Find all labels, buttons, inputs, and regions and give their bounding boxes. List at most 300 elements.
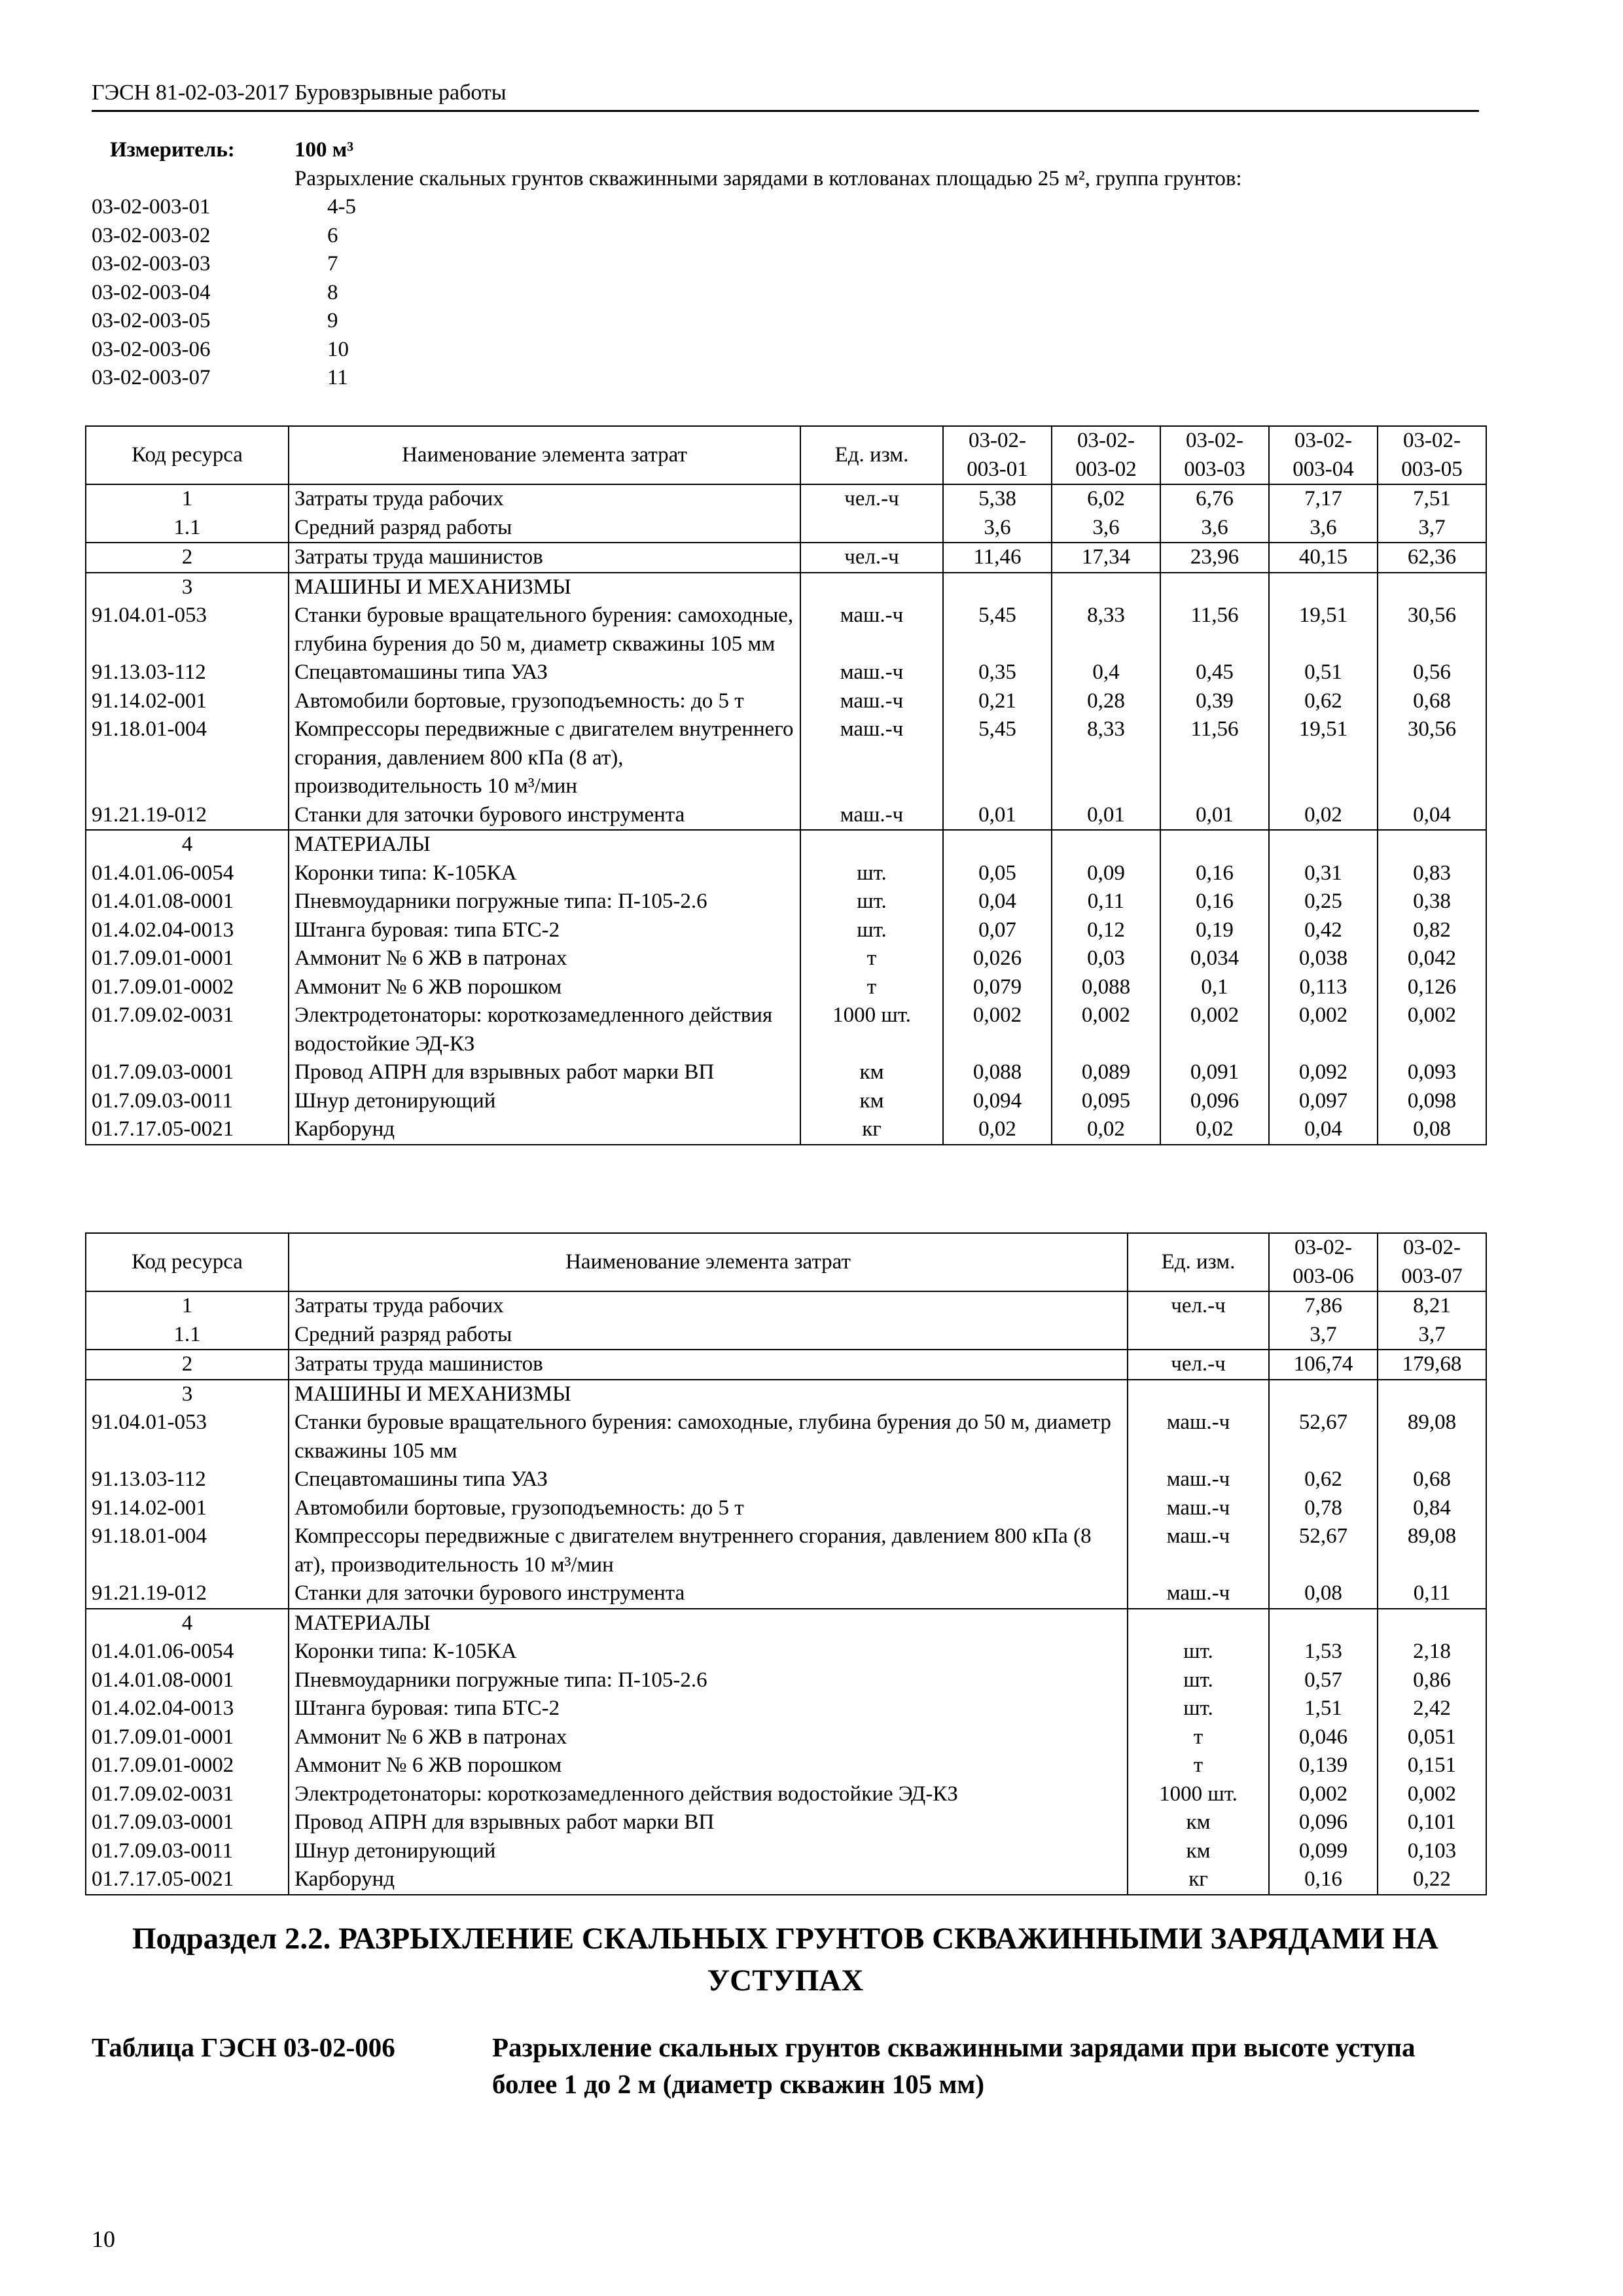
- column-header: Наименование элемента затрат: [289, 426, 800, 484]
- norm-value: 106,74: [1269, 1350, 1378, 1380]
- norm-value: 0,86: [1378, 1666, 1486, 1695]
- code-row: [92, 222, 1531, 251]
- norm-value: 0,051: [1378, 1723, 1486, 1752]
- norm-value: 3,6: [1052, 514, 1160, 543]
- cost-element-name: Аммонит № 6 ЖВ порошком: [289, 1751, 1128, 1780]
- norm-value: 1,51: [1269, 1695, 1378, 1723]
- resource-code: 01.7.09.02-0031: [86, 1780, 289, 1809]
- cost-element-name: Карборунд: [289, 1115, 800, 1145]
- norm-value: 8,21: [1378, 1291, 1486, 1321]
- table-row: [86, 1087, 1486, 1116]
- norm-value: 19,51: [1269, 715, 1378, 801]
- resource-code: 91.13.03-112: [86, 1465, 289, 1494]
- resource-code: 1: [86, 484, 289, 514]
- table-row: [86, 658, 1486, 687]
- soil-group: 11: [327, 366, 348, 389]
- norm-value: 0,002: [1052, 1001, 1160, 1058]
- table-row: [86, 1808, 1486, 1837]
- table-row: [86, 601, 1486, 658]
- code-row: [92, 336, 1531, 365]
- table-header-row: [86, 426, 1486, 484]
- norm-value: 0,02: [1052, 1115, 1160, 1145]
- norm-value: 0,02: [943, 1115, 1052, 1145]
- resource-code: 2: [86, 1350, 289, 1380]
- norm-value: 7,86: [1269, 1291, 1378, 1321]
- norm-value: 0,83: [1378, 859, 1486, 888]
- unit-of-measure: маш.-ч: [1128, 1494, 1269, 1523]
- table-row: [86, 1465, 1486, 1494]
- unit-of-measure: маш.-ч: [1128, 1522, 1269, 1579]
- resource-code: 01.4.01.08-0001: [86, 888, 289, 916]
- meter-value: 100 м³: [294, 138, 354, 162]
- cost-element-name: Спецавтомашины типа УАЗ: [289, 658, 800, 687]
- norm-value: 0,034: [1160, 944, 1269, 973]
- cost-element-name: Станки буровые вращательного бурения: самоходные, глубина бурения до 50 м, диаметр скважины 105 мм: [289, 601, 800, 658]
- norm-value: 0,19: [1160, 916, 1269, 945]
- cost-element-name: МАТЕРИАЛЫ: [289, 830, 800, 859]
- norm-value: 0,096: [1269, 1808, 1378, 1837]
- norm-value: 0,088: [943, 1058, 1052, 1087]
- unit-of-measure: шт.: [800, 888, 943, 916]
- norm-value: 8,33: [1052, 601, 1160, 658]
- unit-of-measure: кг: [800, 1115, 943, 1145]
- column-header: Код ресурса: [86, 1233, 289, 1291]
- table-row: [86, 1666, 1486, 1695]
- table-row: [86, 1723, 1486, 1752]
- code-value: 03-02-003-04: [92, 280, 211, 304]
- page-number: 10: [92, 2226, 115, 2252]
- soil-group: 8: [327, 280, 338, 304]
- unit-of-measure: [800, 514, 943, 543]
- norm-value: 0,092: [1269, 1058, 1378, 1087]
- cost-element-name: Средний разряд работы: [289, 1321, 1128, 1350]
- norm-value: 0,16: [1160, 859, 1269, 888]
- norm-value: 0,05: [943, 859, 1052, 888]
- norm-value: 0,31: [1269, 859, 1378, 888]
- table-row: [86, 543, 1486, 573]
- table-row: [86, 1837, 1486, 1866]
- table-row: [86, 973, 1486, 1002]
- resource-code: 91.04.01-053: [86, 601, 289, 658]
- meter-label: Измеритель:: [110, 138, 235, 162]
- norm-value: 5,45: [943, 715, 1052, 801]
- cost-element-name: Шнур детонирующий: [289, 1087, 800, 1116]
- norm-value: [1269, 1380, 1378, 1409]
- resource-code: 1.1: [86, 1321, 289, 1350]
- resource-code: 91.04.01-053: [86, 1408, 289, 1465]
- resource-code: 1: [86, 1291, 289, 1321]
- table-row: [86, 1609, 1486, 1638]
- norm-value: 0,78: [1269, 1494, 1378, 1523]
- resource-code: 01.7.09.03-0001: [86, 1808, 289, 1837]
- norm-value: 0,04: [1378, 801, 1486, 831]
- unit-of-measure: [800, 830, 943, 859]
- norm-value: 0,25: [1269, 888, 1378, 916]
- norm-value: 0,39: [1160, 687, 1269, 716]
- norm-value: 0,002: [943, 1001, 1052, 1058]
- norm-value: 0,03: [1052, 944, 1160, 973]
- code-row: [92, 279, 1531, 308]
- code-row: [92, 250, 1531, 279]
- column-header: 03-02- 003-05: [1378, 426, 1486, 484]
- unit-of-measure: [800, 573, 943, 602]
- resource-code: 01.7.09.01-0001: [86, 1723, 289, 1752]
- resource-code: 01.4.01.06-0054: [86, 1638, 289, 1666]
- norm-value: 0,093: [1378, 1058, 1486, 1087]
- norm-value: 6,76: [1160, 484, 1269, 514]
- norm-value: 0,151: [1378, 1751, 1486, 1780]
- soil-group: 10: [327, 337, 349, 361]
- cost-element-name: Штанга буровая: типа БТС-2: [289, 916, 800, 945]
- resource-code: 01.7.09.02-0031: [86, 1001, 289, 1058]
- unit-of-measure: шт.: [1128, 1638, 1269, 1666]
- cost-element-name: Затраты труда машинистов: [289, 1350, 1128, 1380]
- unit-of-measure: км: [800, 1087, 943, 1116]
- cost-element-name: Спецавтомашины типа УАЗ: [289, 1465, 1128, 1494]
- resource-code: 91.18.01-004: [86, 715, 289, 801]
- column-header: 03-02- 003-07: [1378, 1233, 1486, 1291]
- column-header: 03-02- 003-03: [1160, 426, 1269, 484]
- resource-code: 91.18.01-004: [86, 1522, 289, 1579]
- norm-value: 0,45: [1160, 658, 1269, 687]
- cost-element-name: Аммонит № 6 ЖВ в патронах: [289, 944, 800, 973]
- norm-value: 0,079: [943, 973, 1052, 1002]
- norm-value: 7,17: [1269, 484, 1378, 514]
- unit-of-measure: чел.-ч: [800, 484, 943, 514]
- table-row: [86, 801, 1486, 831]
- norm-value: 3,6: [1160, 514, 1269, 543]
- norm-value: [1269, 573, 1378, 602]
- unit-of-measure: [1128, 1609, 1269, 1638]
- resource-code: 01.7.09.03-0011: [86, 1837, 289, 1866]
- norm-value: 0,046: [1269, 1723, 1378, 1752]
- table-row: [86, 859, 1486, 888]
- meter-description: Разрыхление скальных грунтов скважинными зарядами в котлованах площадью 25 м², группа грунтов:: [294, 166, 1242, 190]
- resource-code: 4: [86, 1609, 289, 1638]
- column-header: 03-02- 003-06: [1269, 1233, 1378, 1291]
- table-row: [86, 1751, 1486, 1780]
- table-row: [86, 484, 1486, 514]
- unit-of-measure: маш.-ч: [800, 715, 943, 801]
- norm-value: 3,6: [1269, 514, 1378, 543]
- table-row: [86, 888, 1486, 916]
- norm-value: [1378, 830, 1486, 859]
- norm-value: 30,56: [1378, 715, 1486, 801]
- norm-value: 0,096: [1160, 1087, 1269, 1116]
- norm-value: 52,67: [1269, 1408, 1378, 1465]
- cost-element-name: Электродетонаторы: короткозамедленного действия водостойкие ЭД-КЗ: [289, 1780, 1128, 1809]
- table-row: [86, 1350, 1486, 1380]
- table-row: [86, 944, 1486, 973]
- resource-code: 1.1: [86, 514, 289, 543]
- cost-element-name: Штанга буровая: типа БТС-2: [289, 1695, 1128, 1723]
- norm-value: [1052, 573, 1160, 602]
- norm-value: 0,57: [1269, 1666, 1378, 1695]
- norm-value: [1160, 573, 1269, 602]
- norm-value: 40,15: [1269, 543, 1378, 573]
- table-row: [86, 514, 1486, 543]
- cost-element-name: Аммонит № 6 ЖВ порошком: [289, 973, 800, 1002]
- code-value: 03-02-003-03: [92, 252, 211, 276]
- norm-value: 0,84: [1378, 1494, 1486, 1523]
- norm-value: [1160, 830, 1269, 859]
- norm-value: 0,11: [1378, 1579, 1486, 1609]
- norm-value: 1,53: [1269, 1638, 1378, 1666]
- norm-value: [1378, 573, 1486, 602]
- resource-code: 01.4.01.08-0001: [86, 1666, 289, 1695]
- unit-of-measure: кг: [1128, 1865, 1269, 1895]
- cost-element-name: Аммонит № 6 ЖВ в патронах: [289, 1723, 1128, 1752]
- norm-value: 0,16: [1160, 888, 1269, 916]
- norm-value: 0,113: [1269, 973, 1378, 1002]
- norm-value: 0,01: [1052, 801, 1160, 831]
- unit-of-measure: км: [1128, 1837, 1269, 1866]
- table-row: [86, 1001, 1486, 1058]
- unit-of-measure: т: [800, 973, 943, 1002]
- norm-value: 0,11: [1052, 888, 1160, 916]
- column-header: Наименование элемента затрат: [289, 1233, 1128, 1291]
- soil-group: 4-5: [327, 195, 356, 219]
- soil-group: 6: [327, 223, 338, 247]
- norm-value: 0,139: [1269, 1751, 1378, 1780]
- table-row: [86, 1695, 1486, 1723]
- norm-value: 0,02: [1269, 801, 1378, 831]
- norm-value: 0,038: [1269, 944, 1378, 973]
- column-header: 03-02- 003-02: [1052, 426, 1160, 484]
- unit-of-measure: маш.-ч: [800, 658, 943, 687]
- table-row: [86, 715, 1486, 801]
- cost-element-name: Компрессоры передвижные с двигателем внутреннего сгорания, давлением 800 кПа (8 ат), производительность 10 м³/мин: [289, 715, 800, 801]
- norm-value: 0,02: [1160, 1115, 1269, 1145]
- norm-value: 0,099: [1269, 1837, 1378, 1866]
- norm-value: 2,18: [1378, 1638, 1486, 1666]
- table-row: [86, 1522, 1486, 1579]
- resource-code: 01.7.09.01-0001: [86, 944, 289, 973]
- code-value: 03-02-003-07: [92, 366, 211, 389]
- resource-code: 01.7.17.05-0021: [86, 1115, 289, 1145]
- unit-of-measure: км: [800, 1058, 943, 1087]
- norm-value: 0,089: [1052, 1058, 1160, 1087]
- column-header: Код ресурса: [86, 426, 289, 484]
- section-title: Подраздел 2.2. РАЗРЫХЛЕНИЕ СКАЛЬНЫХ ГРУНТОВ СКВАЖИННЫМИ ЗАРЯДАМИ НА УСТУПАХ: [132, 1922, 1438, 1998]
- norm-value: [1052, 830, 1160, 859]
- resource-code: 2: [86, 543, 289, 573]
- cost-element-name: Станки для заточки бурового инструмента: [289, 801, 800, 831]
- cost-element-name: Провод АПРН для взрывных работ марки ВП: [289, 1808, 1128, 1837]
- norm-value: 0,026: [943, 944, 1052, 973]
- code-list: [92, 193, 1531, 393]
- norm-value: 0,002: [1160, 1001, 1269, 1058]
- unit-of-measure: т: [800, 944, 943, 973]
- norm-value: 0,103: [1378, 1837, 1486, 1866]
- norm-value: 6,02: [1052, 484, 1160, 514]
- unit-of-measure: шт.: [1128, 1666, 1269, 1695]
- unit-of-measure: маш.-ч: [800, 801, 943, 831]
- norm-value: [943, 573, 1052, 602]
- norm-value: 0,22: [1378, 1865, 1486, 1895]
- norm-value: 8,33: [1052, 715, 1160, 801]
- page-header: ГЭСН 81-02-03-2017 Буровзрывные работы: [92, 77, 1479, 112]
- cost-element-name: Затраты труда рабочих: [289, 1291, 1128, 1321]
- unit-of-measure: чел.-ч: [1128, 1350, 1269, 1380]
- cost-element-name: Электродетонаторы: короткозамедленного действия водостойкие ЭД-КЗ: [289, 1001, 800, 1058]
- norm-value: 0,042: [1378, 944, 1486, 973]
- unit-of-measure: маш.-ч: [800, 601, 943, 658]
- table-row: [86, 687, 1486, 716]
- table-row: [86, 1058, 1486, 1087]
- unit-of-measure: шт.: [800, 916, 943, 945]
- norm-value: 0,42: [1269, 916, 1378, 945]
- unit-of-measure: маш.-ч: [1128, 1465, 1269, 1494]
- table-row: [86, 1291, 1486, 1321]
- table-row: [86, 1780, 1486, 1809]
- cost-element-name: Пневмоударники погружные типа: П-105-2.6: [289, 1666, 1128, 1695]
- resource-code: 01.7.09.03-0011: [86, 1087, 289, 1116]
- norm-value: 23,96: [1160, 543, 1269, 573]
- norm-value: 11,56: [1160, 601, 1269, 658]
- cost-element-name: МАТЕРИАЛЫ: [289, 1609, 1128, 1638]
- cost-element-name: Карборунд: [289, 1865, 1128, 1895]
- table-row: [86, 1638, 1486, 1666]
- table-header-row: [86, 1233, 1486, 1291]
- column-header: 03-02- 003-04: [1269, 426, 1378, 484]
- unit-of-measure: [1128, 1380, 1269, 1409]
- norm-value: 0,01: [1160, 801, 1269, 831]
- norm-value: 0,088: [1052, 973, 1160, 1002]
- norm-value: 7,51: [1378, 484, 1486, 514]
- norm-value: 0,095: [1052, 1087, 1160, 1116]
- cost-element-name: Провод АПРН для взрывных работ марки ВП: [289, 1058, 800, 1087]
- resource-code: 01.7.17.05-0021: [86, 1865, 289, 1895]
- unit-of-measure: [1128, 1321, 1269, 1350]
- norm-value: 0,101: [1378, 1808, 1486, 1837]
- table-row: [86, 1408, 1486, 1465]
- norm-value: [1269, 1609, 1378, 1638]
- cost-element-name: Коронки типа: К-105КА: [289, 1638, 1128, 1666]
- norm-value: 0,35: [943, 658, 1052, 687]
- table-row: [86, 830, 1486, 859]
- cost-element-name: МАШИНЫ И МЕХАНИЗМЫ: [289, 1380, 1128, 1409]
- norm-value: 0,08: [1378, 1115, 1486, 1145]
- norm-value: 0,4: [1052, 658, 1160, 687]
- soil-group: 7: [327, 252, 338, 276]
- norm-value: 52,67: [1269, 1522, 1378, 1579]
- table-row: [86, 573, 1486, 602]
- code-value: 03-02-003-01: [92, 195, 211, 219]
- norm-value: 19,51: [1269, 601, 1378, 658]
- norm-value: 3,6: [943, 514, 1052, 543]
- norm-value: 0,68: [1378, 687, 1486, 716]
- next-table-caption: [92, 2029, 1479, 2102]
- norm-value: 0,126: [1378, 973, 1486, 1002]
- norm-value: 0,68: [1378, 1465, 1486, 1494]
- resource-code: 01.7.09.03-0001: [86, 1058, 289, 1087]
- table-row: [86, 1321, 1486, 1350]
- norm-value: 0,002: [1378, 1001, 1486, 1058]
- norm-value: 0,51: [1269, 658, 1378, 687]
- norm-value: 11,56: [1160, 715, 1269, 801]
- norm-value: 0,04: [943, 888, 1052, 916]
- table-row: [86, 1380, 1486, 1409]
- code-value: 03-02-003-06: [92, 337, 211, 361]
- norm-value: 0,56: [1378, 658, 1486, 687]
- cost-element-name: Коронки типа: К-105КА: [289, 859, 800, 888]
- unit-of-measure: маш.-ч: [1128, 1408, 1269, 1465]
- norm-value: 0,62: [1269, 687, 1378, 716]
- norm-value: 0,82: [1378, 916, 1486, 945]
- norm-value: 30,56: [1378, 601, 1486, 658]
- norm-value: [943, 830, 1052, 859]
- unit-of-measure: км: [1128, 1808, 1269, 1837]
- meter-block: [92, 136, 1531, 393]
- norm-value: 0,12: [1052, 916, 1160, 945]
- code-row: [92, 364, 1531, 393]
- column-header: Ед. изм.: [800, 426, 943, 484]
- table-row: [86, 1115, 1486, 1145]
- unit-of-measure: т: [1128, 1723, 1269, 1752]
- column-header: Ед. изм.: [1128, 1233, 1269, 1291]
- norm-value: 2,42: [1378, 1695, 1486, 1723]
- norm-value: 89,08: [1378, 1522, 1486, 1579]
- norm-value: 0,28: [1052, 687, 1160, 716]
- column-header: 03-02- 003-01: [943, 426, 1052, 484]
- table-row: [86, 1579, 1486, 1609]
- norm-value: 0,002: [1269, 1001, 1378, 1058]
- table-row: [86, 1494, 1486, 1523]
- code-row: [92, 193, 1531, 222]
- unit-of-measure: шт.: [1128, 1695, 1269, 1723]
- meter-row: [92, 136, 1531, 165]
- code-row: [92, 307, 1531, 336]
- norm-value: 0,07: [943, 916, 1052, 945]
- norm-value: 89,08: [1378, 1408, 1486, 1465]
- unit-of-measure: т: [1128, 1751, 1269, 1780]
- norm-value: 62,36: [1378, 543, 1486, 573]
- resource-table-1: [85, 425, 1487, 1145]
- norm-value: 0,097: [1269, 1087, 1378, 1116]
- code-value: 03-02-003-05: [92, 309, 211, 332]
- resource-code: 91.21.19-012: [86, 1579, 289, 1609]
- cost-element-name: Станки буровые вращательного бурения: самоходные, глубина бурения до 50 м, диаметр скважины 105 мм: [289, 1408, 1128, 1465]
- resource-code: 01.7.09.01-0002: [86, 973, 289, 1002]
- norm-value: 0,091: [1160, 1058, 1269, 1087]
- cost-element-name: МАШИНЫ И МЕХАНИЗМЫ: [289, 573, 800, 602]
- cost-element-name: Автомобили бортовые, грузоподъемность: до 5 т: [289, 1494, 1128, 1523]
- table-row: [86, 1865, 1486, 1895]
- resource-code: 91.14.02-001: [86, 687, 289, 716]
- norm-value: 0,002: [1378, 1780, 1486, 1809]
- cost-element-name: Станки для заточки бурового инструмента: [289, 1579, 1128, 1609]
- resource-code: 01.4.02.04-0013: [86, 1695, 289, 1723]
- norm-value: 0,62: [1269, 1465, 1378, 1494]
- unit-of-measure: маш.-ч: [800, 687, 943, 716]
- norm-value: 0,16: [1269, 1865, 1378, 1895]
- cost-element-name: Пневмоударники погружные типа: П-105-2.6: [289, 888, 800, 916]
- norm-value: [1378, 1380, 1486, 1409]
- resource-code: 4: [86, 830, 289, 859]
- resource-code: 01.7.09.01-0002: [86, 1751, 289, 1780]
- table-row: [86, 916, 1486, 945]
- unit-of-measure: чел.-ч: [800, 543, 943, 573]
- norm-value: 3,7: [1378, 514, 1486, 543]
- cost-element-name: Автомобили бортовые, грузоподъемность: до 5 т: [289, 687, 800, 716]
- norm-value: 3,7: [1378, 1321, 1486, 1350]
- norm-value: 0,01: [943, 801, 1052, 831]
- cost-element-name: Затраты труда машинистов: [289, 543, 800, 573]
- resource-code: 3: [86, 1380, 289, 1409]
- unit-of-measure: маш.-ч: [1128, 1579, 1269, 1609]
- resource-code: 91.14.02-001: [86, 1494, 289, 1523]
